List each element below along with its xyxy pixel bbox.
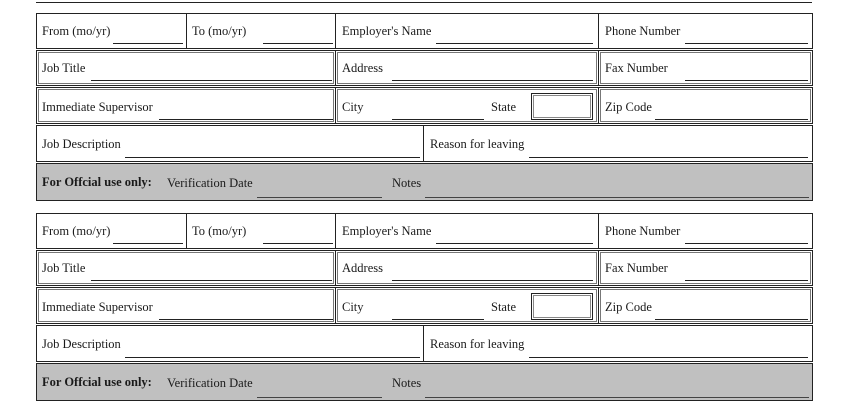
city-cell <box>335 287 599 324</box>
notes-input[interactable] <box>425 197 809 198</box>
city-label: City <box>342 100 364 114</box>
job-description-input[interactable] <box>125 357 420 358</box>
official-use-label: For Offcial use only: <box>42 375 152 389</box>
from-input[interactable] <box>113 43 183 44</box>
notes-label: Notes <box>392 176 422 190</box>
address-input[interactable] <box>392 280 593 281</box>
address-label: Address <box>342 261 383 275</box>
zip-input[interactable] <box>655 119 808 120</box>
verification-date-label: Verification Date <box>167 376 253 390</box>
job-description-cell <box>36 325 424 362</box>
job-description-label: Job Description <box>42 137 121 151</box>
phone-cell <box>598 213 813 249</box>
job-title-label: Job Title <box>42 61 86 75</box>
supervisor-input[interactable] <box>159 319 333 320</box>
employer-label: Employer's Name <box>342 24 432 38</box>
state-input[interactable] <box>531 93 593 120</box>
from-input[interactable] <box>113 243 183 244</box>
reason-input[interactable] <box>529 357 808 358</box>
phone-input[interactable] <box>685 243 808 244</box>
fax-cell <box>598 50 813 86</box>
employment-entry-1 <box>36 13 813 203</box>
top-rule <box>36 0 812 3</box>
city-input[interactable] <box>392 119 484 120</box>
fax-label: Fax Number <box>605 261 668 275</box>
job-title-input[interactable] <box>91 280 332 281</box>
to-input[interactable] <box>263 43 333 44</box>
from-cell <box>36 213 187 249</box>
supervisor-cell <box>36 287 336 324</box>
employment-entry-2 <box>36 213 813 403</box>
to-label: To (mo/yr) <box>192 224 247 238</box>
state-label: State <box>491 100 516 114</box>
phone-input[interactable] <box>685 43 808 44</box>
to-cell <box>186 213 336 249</box>
state-input[interactable] <box>531 293 593 320</box>
from-label: From (mo/yr) <box>42 224 111 238</box>
from-cell <box>36 13 187 49</box>
address-input[interactable] <box>392 80 593 81</box>
job-title-label: Job Title <box>42 261 86 275</box>
fax-input[interactable] <box>685 280 808 281</box>
employer-input[interactable] <box>436 243 593 244</box>
phone-cell <box>598 13 813 49</box>
zip-cell <box>598 87 813 124</box>
employer-cell <box>335 213 599 249</box>
phone-label: Phone Number <box>605 224 681 238</box>
supervisor-cell <box>36 87 336 124</box>
phone-label: Phone Number <box>605 24 681 38</box>
job-description-input[interactable] <box>125 157 420 158</box>
city-input[interactable] <box>392 319 484 320</box>
city-label: City <box>342 300 364 314</box>
to-cell <box>186 13 336 49</box>
to-label: To (mo/yr) <box>192 24 247 38</box>
zip-label: Zip Code <box>605 300 652 314</box>
address-label: Address <box>342 61 383 75</box>
employer-label: Employer's Name <box>342 224 432 238</box>
notes-label: Notes <box>392 376 422 390</box>
official-use-row <box>36 363 813 401</box>
zip-input[interactable] <box>655 319 808 320</box>
city-cell <box>335 87 599 124</box>
supervisor-label: Immediate Supervisor <box>42 100 153 114</box>
fax-cell <box>598 250 813 286</box>
job-description-label: Job Description <box>42 337 121 351</box>
zip-cell <box>598 287 813 324</box>
to-input[interactable] <box>263 243 333 244</box>
zip-label: Zip Code <box>605 100 652 114</box>
fax-input[interactable] <box>685 80 808 81</box>
address-cell <box>335 50 599 86</box>
employer-input[interactable] <box>436 43 593 44</box>
employer-cell <box>335 13 599 49</box>
job-title-cell <box>36 50 336 86</box>
job-title-cell <box>36 250 336 286</box>
supervisor-input[interactable] <box>159 119 333 120</box>
supervisor-label: Immediate Supervisor <box>42 300 153 314</box>
reason-label: Reason for leaving <box>430 337 525 351</box>
reason-input[interactable] <box>529 157 808 158</box>
notes-input[interactable] <box>425 397 809 398</box>
job-description-cell <box>36 125 424 162</box>
fax-label: Fax Number <box>605 61 668 75</box>
verification-date-input[interactable] <box>257 197 382 198</box>
official-use-row <box>36 163 813 201</box>
reason-cell <box>423 125 813 162</box>
from-label: From (mo/yr) <box>42 24 111 38</box>
state-label: State <box>491 300 516 314</box>
official-use-label: For Offcial use only: <box>42 175 152 189</box>
job-title-input[interactable] <box>91 80 332 81</box>
reason-cell <box>423 325 813 362</box>
address-cell <box>335 250 599 286</box>
verification-date-input[interactable] <box>257 397 382 398</box>
reason-label: Reason for leaving <box>430 137 525 151</box>
verification-date-label: Verification Date <box>167 176 253 190</box>
